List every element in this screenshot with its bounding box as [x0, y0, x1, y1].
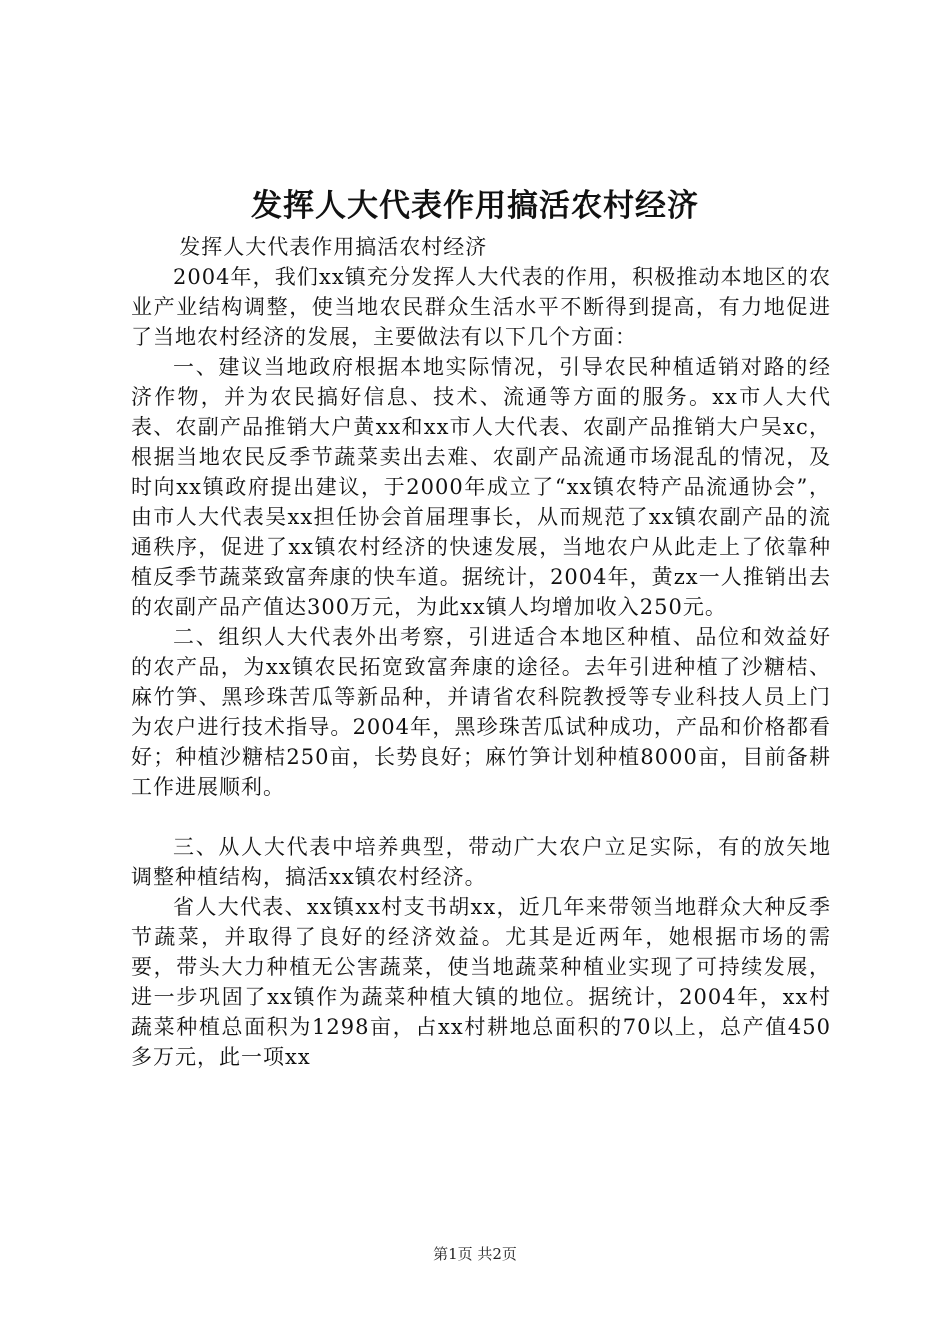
document-subtitle: 发挥人大代表作用搞活农村经济 [179, 235, 488, 259]
paragraph-spacer [131, 802, 831, 832]
paragraph-point-three: 三、从人大代表中培养典型，带动广大农户立足实际，有的放矢地调整种植结构，搞活xx镇农村经济。 [131, 835, 831, 889]
paragraph-intro: 2004年，我们xx镇充分发挥人大代表的作用，积极推动本地区的农业产业结构调整，使当地农民群众生活水平不断得到提高，有力地促进了当地农村经济的发展，主要做法有以下几个方面： [131, 265, 831, 349]
paragraph-point-one: 一、建议当地政府根据本地实际情况，引导农民种植适销对路的经济作物，并为农民搞好信息、技术、流通等方面的服务。xx市人大代表、农副产品推销大户黄xx和xx市人大代表、农副产品推销大户吴xc，根据当地农民反季节蔬菜卖出去难、农副产品流通市场混乱的情况，及时向xx镇政府提出建议，于2000年成立了“xx镇农特产品流通协会”，由市人大代表吴xx担任协会首届理事长，从而规范了xx镇农副产品的流通秩序，促进了xx镇农村经济的快速发展，当地农户从此走上了依靠种植反季节蔬菜致富奔康的快车道。据统计，2004年，黄zx一人推销出去的农副产品产值达300万元，为此xx镇人均增加收入250元。 [131, 355, 831, 619]
document-title: 发挥人大代表作用搞活农村经济 [251, 188, 699, 224]
paragraph-example: 省人大代表、xx镇xx村支书胡xx，近几年来带领当地群众大种反季节蔬菜，并取得了良好的经济效益。尤其是近两年，她根据市场的需要，带头大力种植无公害蔬菜，使当地蔬菜种植业实现了可持续发展，进一步巩固了xx镇作为蔬菜种植大镇的地位。据统计，2004年，xx村蔬菜种植总面积为1298亩，占xx村耕地总面积的70以上，总产值450多万元，此一项xx [131, 895, 831, 1069]
page-number-footer: 第1页 共2页 [433, 1245, 517, 1263]
document-body [131, 232, 831, 1072]
paragraph-point-two: 二、组织人大代表外出考察，引进适合本地区种植、品位和效益好的农产品，为xx镇农民拓宽致富奔康的途径。去年引进种植了沙糖桔、麻竹笋、黑珍珠苦瓜等新品种，并请省农科院教授等专业科技人员上门为农户进行技术指导。2004年，黑珍珠苦瓜试种成功，产品和价格都看好；种植沙糖桔250亩，长势良好；麻竹笋计划种植8000亩，目前备耕工作进展顺利。 [131, 625, 831, 799]
